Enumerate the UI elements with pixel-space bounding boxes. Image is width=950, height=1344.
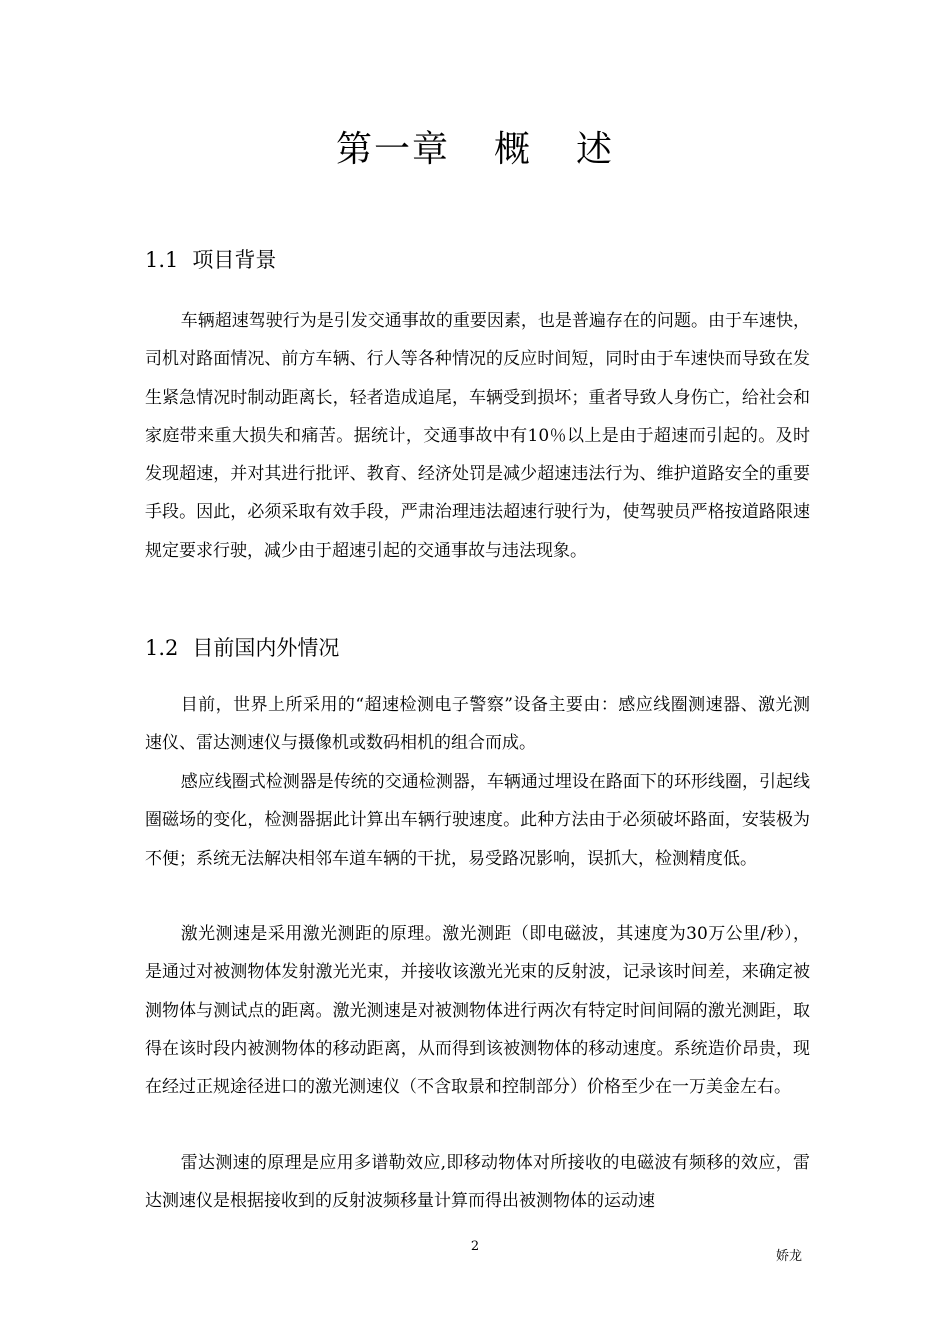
- section-heading-1-2: [145, 632, 339, 664]
- paragraph-laser: 激光测速是采用激光测距的原理。激光测距（即电磁波，其速度为30万公里/秒），是通过对被测物体发射激光光束，并接收该激光光束的反射波，记录该时间差，来确定被测物体与测试点的距离。激光测速是对被测物体进行两次有特定时间间隔的激光测距，取得在该时段内被测物体的移动距离，从而得到该被测物体的移动速度。系统造价昂贵，现在经过正规途径进口的激光测速仪（不含取景和控制部分）价格至少在一万美金左右。: [145, 924, 810, 1098]
- paragraph-induction-loop: 感应线圈式检测器是传统的交通检测器，车辆通过埋设在路面下的环形线圈，引起线圈磁场的变化，检测器据此计算出车辆行驶速度。此种方法由于必须破坏路面，安装极为不便；系统无法解决相邻车道车辆的干扰，易受路况影响，误抓大，检测精度低。: [145, 772, 810, 869]
- chapter-label: 第一章: [335, 129, 450, 170]
- chapter-title-part1: 概: [493, 129, 532, 170]
- section-heading-1-1: [145, 244, 276, 276]
- section-title: 目前国内外情况: [192, 636, 340, 660]
- paragraph-overview: 目前，世界上所采用的“超速检测电子警察”设备主要由：感应线圈测速器、激光测速仪、雷达测速仪与摄像机或数码相机的组合而成。: [145, 695, 810, 754]
- paragraph-background: 车辆超速驾驶行为是引发交通事故的重要因素，也是普遍存在的问题。由于车速快，司机对路面情况、前方车辆、行人等各种情况的反应时间短，同时由于车速快而导致在发生紧急情况时制动距离长，轻者造成追尾，车辆受到损坏；重者导致人身伤亡，给社会和家庭带来重大损失和痛苦。据统计，交通事故中有10％以上是由于超速而引起的。及时发现超速，并对其进行批评、教育、经济处罚是减少超速违法行为、维护道路安全的重要手段。因此，必须采取有效手段，严肃治理违法超速行驶行为，使驾驶员严格按道路限速规定要求行驶，减少由于超速引起的交通事故与违法现象。: [145, 311, 810, 561]
- section-title: 项目背景: [192, 248, 277, 272]
- paragraph-radar: 雷达测速的原理是应用多谱勒效应,即移动物体对所接收的电磁波有频移的效应，雷达测速仪是根据接收到的反射波频移量计算而得出被测物体的运动速: [145, 1153, 810, 1212]
- chapter-title: [0, 124, 950, 176]
- section-number: 1.1: [145, 248, 179, 272]
- chapter-title-part2: 述: [576, 129, 615, 170]
- section-number: 1.2: [145, 636, 179, 660]
- page-number: 2: [470, 1239, 480, 1254]
- footer-author: 娇龙: [776, 1249, 803, 1264]
